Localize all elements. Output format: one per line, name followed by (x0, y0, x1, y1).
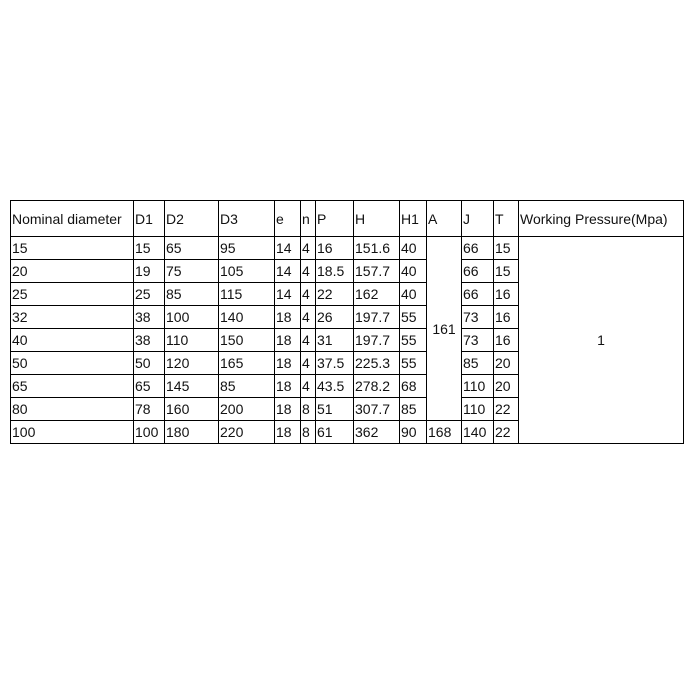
a-merged-cell: 161 (427, 237, 462, 421)
table-cell: 220 (219, 421, 275, 444)
table-cell: 140 (219, 306, 275, 329)
table-cell: 120 (165, 352, 219, 375)
table-cell: 65 (165, 237, 219, 260)
table-cell: 75 (165, 260, 219, 283)
table-cell: 65 (11, 375, 134, 398)
table-cell: 4 (301, 237, 316, 260)
table-cell: 15 (134, 237, 165, 260)
table-cell: 8 (301, 421, 316, 444)
table-cell: 197.7 (354, 306, 400, 329)
table-cell: 18 (275, 306, 301, 329)
table-cell: 90 (400, 421, 427, 444)
table-cell: 20 (494, 375, 519, 398)
working-pressure-merged-cell: 1 (519, 237, 684, 444)
table-cell: 307.7 (354, 398, 400, 421)
table-cell: 66 (462, 237, 494, 260)
table-cell: 15 (494, 260, 519, 283)
table-cell: 278.2 (354, 375, 400, 398)
table-cell: 145 (165, 375, 219, 398)
table-cell: 65 (134, 375, 165, 398)
table-cell: 18 (275, 398, 301, 421)
header-cell: J (462, 201, 494, 237)
table-cell: 115 (219, 283, 275, 306)
table-cell: 40 (400, 260, 427, 283)
table-cell: 362 (354, 421, 400, 444)
table-cell: 197.7 (354, 329, 400, 352)
table-cell: 162 (354, 283, 400, 306)
table-cell: 4 (301, 306, 316, 329)
header-cell: Working Pressure(Mpa) (519, 201, 684, 237)
header-cell: D1 (134, 201, 165, 237)
table-cell: 25 (11, 283, 134, 306)
header-cell: D2 (165, 201, 219, 237)
table-cell: 51 (316, 398, 354, 421)
table-cell: 50 (11, 352, 134, 375)
table-cell: 151.6 (354, 237, 400, 260)
table-cell: 50 (134, 352, 165, 375)
table-cell: 38 (134, 329, 165, 352)
table-cell: 16 (494, 329, 519, 352)
a-value-cell: 168 (427, 421, 462, 444)
table-cell: 8 (301, 398, 316, 421)
table-cell: 25 (134, 283, 165, 306)
table-cell: 22 (316, 283, 354, 306)
table-cell: 85 (219, 375, 275, 398)
table-cell: 22 (494, 421, 519, 444)
table-cell: 15 (494, 237, 519, 260)
table-cell: 165 (219, 352, 275, 375)
table-cell: 20 (494, 352, 519, 375)
table-cell: 66 (462, 260, 494, 283)
table-cell: 18 (275, 375, 301, 398)
table-cell: 180 (165, 421, 219, 444)
table-cell: 4 (301, 375, 316, 398)
table-cell: 18.5 (316, 260, 354, 283)
table-cell: 150 (219, 329, 275, 352)
table-cell: 14 (275, 237, 301, 260)
table-cell: 32 (11, 306, 134, 329)
table-cell: 40 (400, 237, 427, 260)
table-cell: 4 (301, 283, 316, 306)
table-cell: 18 (275, 329, 301, 352)
header-cell: P (316, 201, 354, 237)
table-cell: 55 (400, 352, 427, 375)
table-cell: 26 (316, 306, 354, 329)
table-cell: 4 (301, 260, 316, 283)
header-cell: H (354, 201, 400, 237)
table-cell: 14 (275, 283, 301, 306)
table-cell: 19 (134, 260, 165, 283)
table-cell: 37.5 (316, 352, 354, 375)
table-cell: 100 (11, 421, 134, 444)
table-cell: 85 (400, 398, 427, 421)
table-cell: 78 (134, 398, 165, 421)
table-cell: 73 (462, 329, 494, 352)
table-cell: 225.3 (354, 352, 400, 375)
table-cell: 20 (11, 260, 134, 283)
table-cell: 55 (400, 329, 427, 352)
header-cell: Nominal diameter (11, 201, 134, 237)
table-cell: 22 (494, 398, 519, 421)
table-cell: 43.5 (316, 375, 354, 398)
table-cell: 61 (316, 421, 354, 444)
table-cell: 80 (11, 398, 134, 421)
header-cell: H1 (400, 201, 427, 237)
table-header-row (11, 201, 684, 237)
table-cell: 200 (219, 398, 275, 421)
table-cell: 4 (301, 352, 316, 375)
table-cell: 18 (275, 421, 301, 444)
table-cell: 157.7 (354, 260, 400, 283)
table-cell: 16 (494, 306, 519, 329)
table-cell: 40 (400, 283, 427, 306)
table-cell: 73 (462, 306, 494, 329)
table-cell: 110 (165, 329, 219, 352)
table-cell: 100 (134, 421, 165, 444)
header-cell: e (275, 201, 301, 237)
table-cell: 38 (134, 306, 165, 329)
table-cell: 110 (462, 375, 494, 398)
table-cell: 140 (462, 421, 494, 444)
table-cell: 18 (275, 352, 301, 375)
table-cell: 68 (400, 375, 427, 398)
table-cell: 110 (462, 398, 494, 421)
table-cell: 85 (165, 283, 219, 306)
table-cell: 14 (275, 260, 301, 283)
header-cell: n (301, 201, 316, 237)
table-cell: 4 (301, 329, 316, 352)
table-cell: 160 (165, 398, 219, 421)
table-cell: 66 (462, 283, 494, 306)
table-cell: 85 (462, 352, 494, 375)
table-cell: 16 (494, 283, 519, 306)
table-cell: 95 (219, 237, 275, 260)
header-cell: D3 (219, 201, 275, 237)
table-cell: 40 (11, 329, 134, 352)
specification-table (10, 200, 684, 444)
table-cell: 55 (400, 306, 427, 329)
table-cell: 16 (316, 237, 354, 260)
table-cell: 105 (219, 260, 275, 283)
table-row (11, 237, 684, 260)
table-cell: 100 (165, 306, 219, 329)
table-cell: 15 (11, 237, 134, 260)
header-cell: A (427, 201, 462, 237)
header-cell: T (494, 201, 519, 237)
table-cell: 31 (316, 329, 354, 352)
